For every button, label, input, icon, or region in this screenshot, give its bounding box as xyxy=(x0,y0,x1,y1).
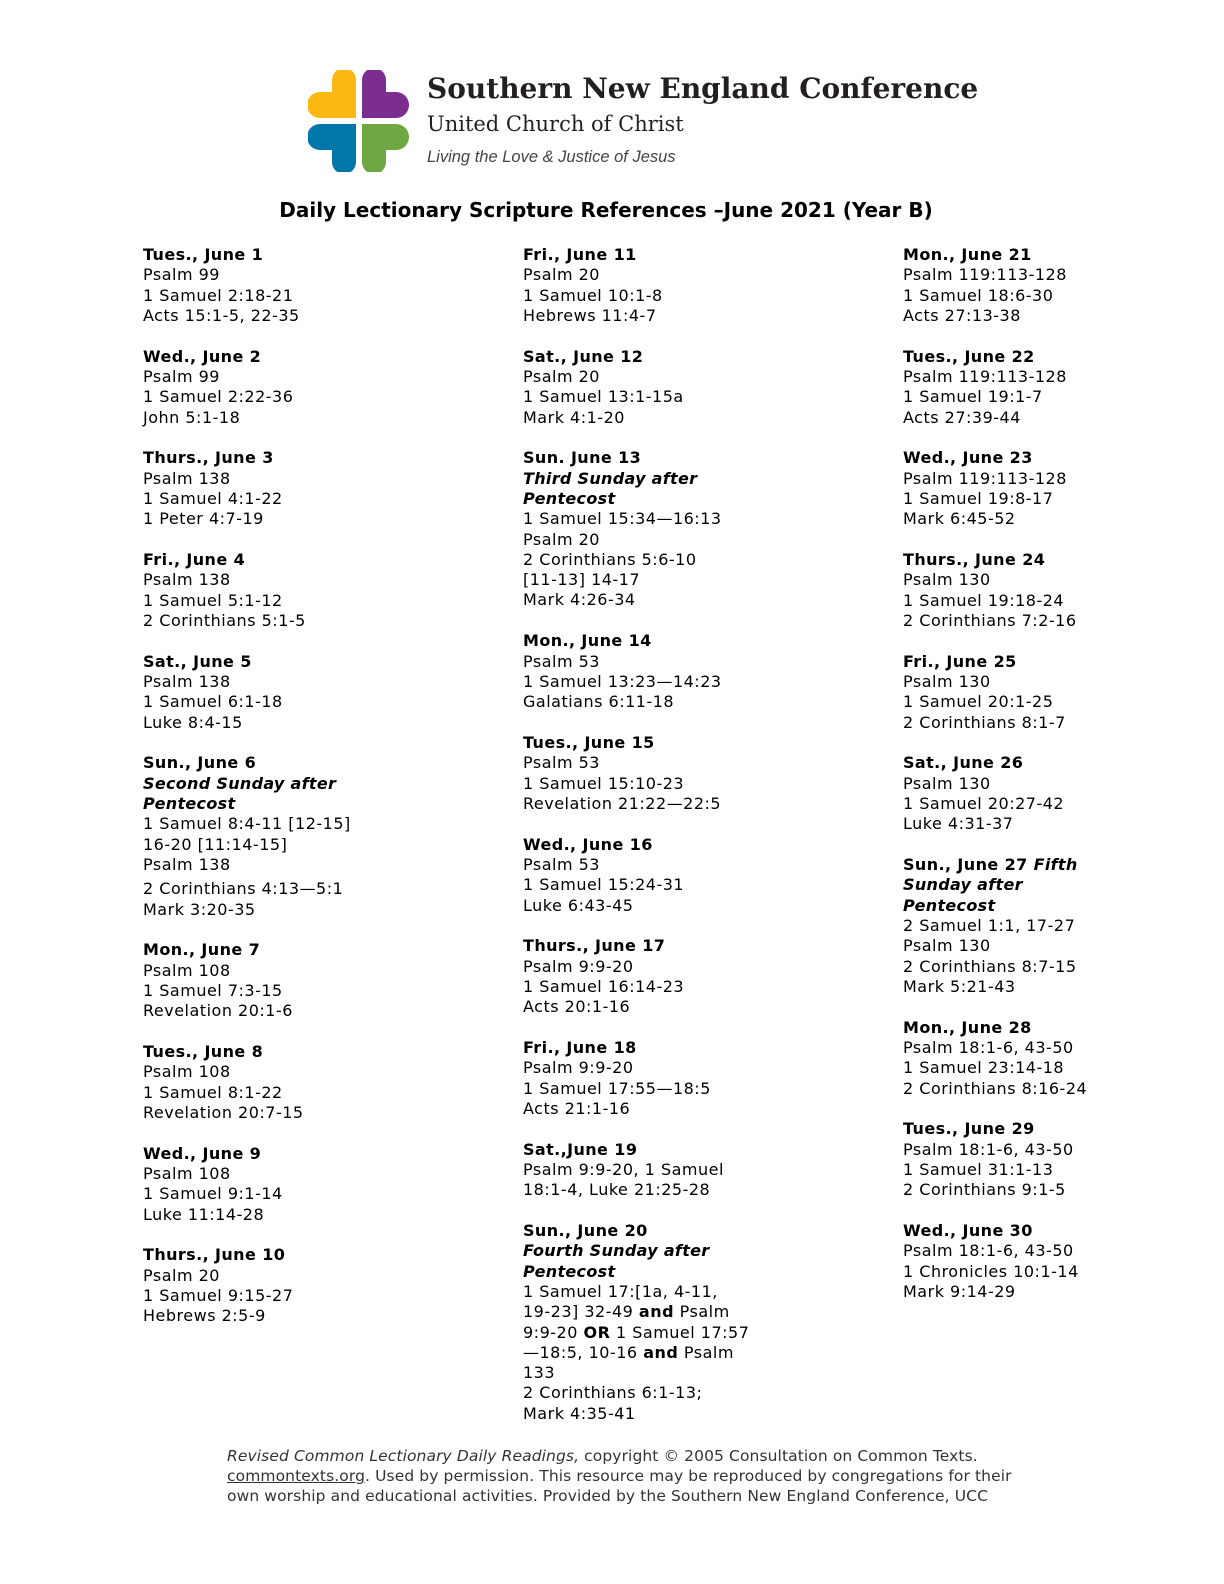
reading: Psalm 119:113-128 xyxy=(903,265,1067,285)
column-2 xyxy=(523,245,853,1445)
day-heading: Fri., June 25 xyxy=(903,651,1017,671)
day-heading: Wed., June 2 xyxy=(143,346,262,366)
reading: 1 Samuel 18:6-30 xyxy=(903,285,1054,305)
reading: 1 Samuel 15:10-23 xyxy=(523,773,685,793)
occasion-label: Pentecost xyxy=(143,794,236,814)
day-entry xyxy=(143,347,473,428)
reading: 2 Corinthians 8:16-24 xyxy=(903,1078,1088,1098)
day-entry xyxy=(903,347,1224,428)
reading: Hebrews 11:4-7 xyxy=(523,305,657,325)
reading: Acts 21:1-16 xyxy=(523,1098,631,1118)
day-heading: Tues., June 1 xyxy=(143,245,264,264)
day-entry xyxy=(143,448,473,529)
reading: 1 Peter 4:7-19 xyxy=(143,509,264,529)
day-entry xyxy=(903,1119,1224,1200)
reading: 1 Samuel 2:22-36 xyxy=(143,387,294,407)
reading: 1 Samuel 8:4-11 [12-15] xyxy=(143,814,351,834)
day-entry xyxy=(143,550,473,631)
day-heading-line xyxy=(903,855,1224,875)
reading: Revelation 20:1-6 xyxy=(143,1001,293,1021)
reading: Hebrews 2:5-9 xyxy=(143,1306,266,1326)
occasion-label: Pentecost xyxy=(523,1261,616,1281)
day-entry xyxy=(903,1221,1224,1302)
reading: Psalm 130 xyxy=(903,672,991,692)
reading: 1 Chronicles 10:1-14 xyxy=(903,1261,1079,1281)
reading: Psalm 20 xyxy=(143,1265,220,1285)
day-heading: Wed., June 30 xyxy=(903,1221,1033,1241)
reading: 1 Samuel 9:1-14 xyxy=(143,1184,283,1204)
reading: Luke 4:31-37 xyxy=(903,814,1014,834)
footer-line: own worship and educational activities. Provided by the Southern New England Conference, UCC xyxy=(227,1487,989,1505)
reading: John 5:1-18 xyxy=(143,407,241,427)
org-tagline: Living the Love & Justice of Jesus xyxy=(427,148,676,166)
reading: 1 Samuel 31:1-13 xyxy=(903,1159,1054,1179)
reading: Psalm 53 xyxy=(523,753,600,773)
reading: Psalm 138 xyxy=(143,854,231,874)
footer-copyright: copyright © 2005 Consultation on Common Texts. xyxy=(579,1447,978,1465)
reading: 18:1-4, Luke 21:25-28 xyxy=(523,1180,711,1200)
occasion-label: Fifth xyxy=(1033,855,1078,875)
day-heading: Tues., June 22 xyxy=(903,346,1035,366)
reading: [11-13] 14-17 xyxy=(523,570,641,590)
reading: 133 xyxy=(523,1363,556,1383)
day-heading: Tues., June 8 xyxy=(143,1042,264,1061)
reading: Mark 3:20-35 xyxy=(143,899,256,919)
reading: 2 Corinthians 8:7-15 xyxy=(903,956,1077,976)
reading xyxy=(523,1343,853,1363)
reading: 1 Samuel 19:18-24 xyxy=(903,590,1065,610)
reading: 1 Samuel 17:55—18:5 xyxy=(523,1078,711,1098)
day-entry xyxy=(143,1245,473,1326)
reading-text: 19-23] 32-49 xyxy=(523,1302,639,1322)
reading: Psalm 138 xyxy=(143,468,231,488)
reading: Acts 20:1-16 xyxy=(523,997,631,1017)
reading-text: Psalm xyxy=(674,1302,730,1322)
day-entry xyxy=(903,855,1224,997)
logo-heart-yellow xyxy=(308,70,356,118)
day-entry xyxy=(523,347,853,428)
reading-text: 1 Samuel 17:57 xyxy=(610,1322,750,1342)
reading: 1 Samuel 17:[1a, 4-11, xyxy=(523,1281,718,1301)
reading: Psalm 53 xyxy=(523,651,600,671)
reading: 1 Samuel 13:23—14:23 xyxy=(523,671,722,691)
org-subtitle: United Church of Christ xyxy=(427,112,684,136)
reading: 16-20 [11:14-15] xyxy=(143,834,288,854)
reading-text: Psalm xyxy=(678,1342,734,1362)
reading: Psalm 20 xyxy=(523,529,600,549)
day-heading: Sun., June 20 xyxy=(523,1221,648,1241)
commontexts-link[interactable]: commontexts.org xyxy=(227,1467,366,1485)
reading: Psalm 18:1-6, 43-50 xyxy=(903,1139,1074,1159)
footer-line xyxy=(227,1466,1047,1486)
reading: 2 Corinthians 9:1-5 xyxy=(903,1180,1066,1200)
day-entry xyxy=(903,652,1224,733)
reading: Psalm 18:1-6, 43-50 xyxy=(903,1038,1074,1057)
reading: 1 Samuel 2:18-21 xyxy=(143,285,294,305)
reading: Acts 15:1-5, 22-35 xyxy=(143,305,300,325)
day-heading: Sat., June 26 xyxy=(903,753,1024,773)
reading: 1 Samuel 20:27-42 xyxy=(903,794,1065,814)
reading: 1 Samuel 8:1-22 xyxy=(143,1082,283,1102)
conjunction-or: OR xyxy=(583,1322,611,1342)
reading: Psalm 9:9-20 xyxy=(523,956,634,976)
conference-logo xyxy=(308,70,410,172)
day-entry xyxy=(143,1042,473,1123)
day-heading: Thurs., June 10 xyxy=(143,1245,286,1265)
reading: 2 Samuel 1:1, 17-27 xyxy=(903,916,1076,936)
day-entry xyxy=(143,940,473,1021)
reading: 2 Corinthians 4:13—5:1 xyxy=(143,879,344,899)
footer-line xyxy=(227,1446,1047,1466)
reading: Mark 9:14-29 xyxy=(903,1281,1016,1301)
day-entry xyxy=(523,448,853,610)
day-heading: Fri., June 4 xyxy=(143,550,246,570)
reading xyxy=(523,1323,853,1343)
reading: Psalm 119:113-128 xyxy=(903,468,1067,488)
reading: Psalm 9:9-20 xyxy=(523,1058,634,1078)
occasion-label: Third Sunday after xyxy=(523,468,698,488)
reading: 1 Samuel 5:1-12 xyxy=(143,590,283,610)
reading: Psalm 130 xyxy=(903,570,991,590)
reading: Revelation 20:7-15 xyxy=(143,1102,304,1122)
day-heading: Mon., June 14 xyxy=(523,631,652,651)
reading: Psalm 108 xyxy=(143,1163,231,1183)
day-heading: Sun., June 27 xyxy=(903,855,1034,875)
day-entry xyxy=(523,1140,853,1201)
day-heading: Fri., June 18 xyxy=(523,1038,637,1057)
occasion-label: Second Sunday after xyxy=(143,773,337,793)
reading: 2 Corinthians 6:1-13; xyxy=(523,1383,703,1403)
day-heading: Mon., June 7 xyxy=(143,940,261,960)
day-entry xyxy=(143,245,473,326)
day-heading: Thurs., June 17 xyxy=(523,936,666,956)
reading: 1 Samuel 19:8-17 xyxy=(903,488,1054,508)
reading-text: —18:5, 10-16 xyxy=(523,1342,644,1362)
reading: Luke 11:14-28 xyxy=(143,1204,265,1224)
reading: Mark 4:35-41 xyxy=(523,1403,636,1423)
logo-heart-blue xyxy=(308,124,356,172)
logo-heart-green xyxy=(362,124,409,172)
reading: Psalm 119:113-128 xyxy=(903,366,1067,386)
reading: Psalm 108 xyxy=(143,1062,231,1082)
day-heading: Sun. June 13 xyxy=(523,448,642,468)
conjunction-and: and xyxy=(638,1302,675,1322)
day-entry xyxy=(523,733,853,814)
reading: 2 Corinthians 5:1-5 xyxy=(143,610,306,630)
occasion-label: Pentecost xyxy=(903,895,996,915)
column-1 xyxy=(143,245,473,1347)
reading: Mark 4:1-20 xyxy=(523,407,625,427)
reading: Psalm 108 xyxy=(143,960,231,980)
day-entry xyxy=(523,245,853,326)
reading: Luke 6:43-45 xyxy=(523,895,634,915)
reading: 1 Samuel 4:1-22 xyxy=(143,488,283,508)
day-heading: Fri., June 11 xyxy=(523,245,637,264)
reading: 1 Samuel 9:15-27 xyxy=(143,1285,294,1305)
day-heading: Sat., June 12 xyxy=(523,346,644,366)
reading: Acts 27:13-38 xyxy=(903,305,1021,325)
day-heading: Mon., June 28 xyxy=(903,1017,1032,1037)
reading-text: 9:9-20 xyxy=(523,1322,584,1342)
reading: 1 Samuel 13:1-15a xyxy=(523,387,684,407)
document-title: Daily Lectionary Scripture References –June 2021 (Year B) xyxy=(279,198,933,222)
day-entry xyxy=(523,835,853,916)
copyright-footer xyxy=(227,1446,1047,1506)
reading: 1 Samuel 23:14-18 xyxy=(903,1058,1065,1078)
column-3 xyxy=(903,245,1224,1323)
reading: Revelation 21:22—22:5 xyxy=(523,793,722,813)
reading: Psalm 20 xyxy=(523,265,600,285)
day-entry xyxy=(903,753,1224,834)
day-entry xyxy=(903,245,1224,326)
reading: 1 Samuel 19:1-7 xyxy=(903,387,1043,407)
reading: Psalm 130 xyxy=(903,773,991,793)
day-entry xyxy=(523,1038,853,1119)
reading: Psalm 130 xyxy=(903,936,991,956)
reading: Psalm 18:1-6, 43-50 xyxy=(903,1241,1074,1261)
reading: Psalm 99 xyxy=(143,366,220,386)
reading: Psalm 53 xyxy=(523,854,600,874)
conjunction-and: and xyxy=(643,1342,679,1362)
reading: 1 Samuel 16:14-23 xyxy=(523,976,685,996)
day-heading: Thurs., June 3 xyxy=(143,448,274,468)
reading: 2 Corinthians 8:1-7 xyxy=(903,712,1066,732)
day-heading: Sat., June 5 xyxy=(143,651,252,671)
day-entry xyxy=(903,550,1224,631)
reading: Acts 27:39-44 xyxy=(903,407,1021,427)
org-name: Southern New England Conference xyxy=(427,72,979,105)
day-heading: Tues., June 29 xyxy=(903,1119,1035,1139)
day-entry xyxy=(523,1221,853,1424)
reading: Luke 8:4-15 xyxy=(143,712,243,732)
day-entry xyxy=(523,631,853,712)
day-entry xyxy=(903,1018,1224,1099)
occasion-label: Sunday after xyxy=(903,875,1023,895)
reading xyxy=(523,1302,853,1322)
reading: Psalm 99 xyxy=(143,265,220,285)
day-heading: Thurs., June 24 xyxy=(903,550,1046,570)
reading: Mark 4:26-34 xyxy=(523,590,636,610)
logo-heart-purple xyxy=(362,70,409,118)
day-heading: Wed., June 23 xyxy=(903,448,1033,468)
reading: Mark 5:21-43 xyxy=(903,976,1016,996)
reading: Mark 6:45-52 xyxy=(903,509,1016,529)
day-heading: Tues., June 15 xyxy=(523,732,655,752)
day-entry xyxy=(523,936,853,1017)
day-heading: Wed., June 9 xyxy=(143,1143,262,1163)
occasion-label: Pentecost xyxy=(523,488,616,508)
day-entry xyxy=(143,652,473,733)
day-heading: Wed., June 16 xyxy=(523,834,653,854)
day-entry xyxy=(143,1144,473,1225)
reading: 1 Samuel 6:1-18 xyxy=(143,692,283,712)
reading: 2 Corinthians 7:2-16 xyxy=(903,610,1077,630)
reading: 1 Samuel 15:34—16:13 xyxy=(523,509,722,529)
reading: 2 Corinthians 5:6-10 xyxy=(523,549,697,569)
day-heading: Sat.,June 19 xyxy=(523,1139,638,1159)
reading: Psalm 9:9-20, 1 Samuel xyxy=(523,1159,724,1179)
occasion-label: Fourth Sunday after xyxy=(523,1241,710,1261)
reading: Psalm 138 xyxy=(143,672,231,692)
day-entry xyxy=(143,753,473,919)
reading: Psalm 138 xyxy=(143,570,231,590)
reading: 1 Samuel 15:24-31 xyxy=(523,875,685,895)
day-heading: Sun., June 6 xyxy=(143,753,257,773)
reading: 1 Samuel 10:1-8 xyxy=(523,285,663,305)
reading: Galatians 6:11-18 xyxy=(523,692,675,712)
reading: 1 Samuel 7:3-15 xyxy=(143,980,283,1000)
reading: 1 Samuel 20:1-25 xyxy=(903,692,1054,712)
day-entry xyxy=(903,448,1224,529)
footer-source-title: Revised Common Lectionary Daily Readings, xyxy=(227,1447,580,1465)
day-heading: Mon., June 21 xyxy=(903,245,1032,264)
reading: Psalm 20 xyxy=(523,366,600,386)
footer-permission: . Used by permission. This resource may be reproduced by congregations for their xyxy=(365,1467,1012,1485)
